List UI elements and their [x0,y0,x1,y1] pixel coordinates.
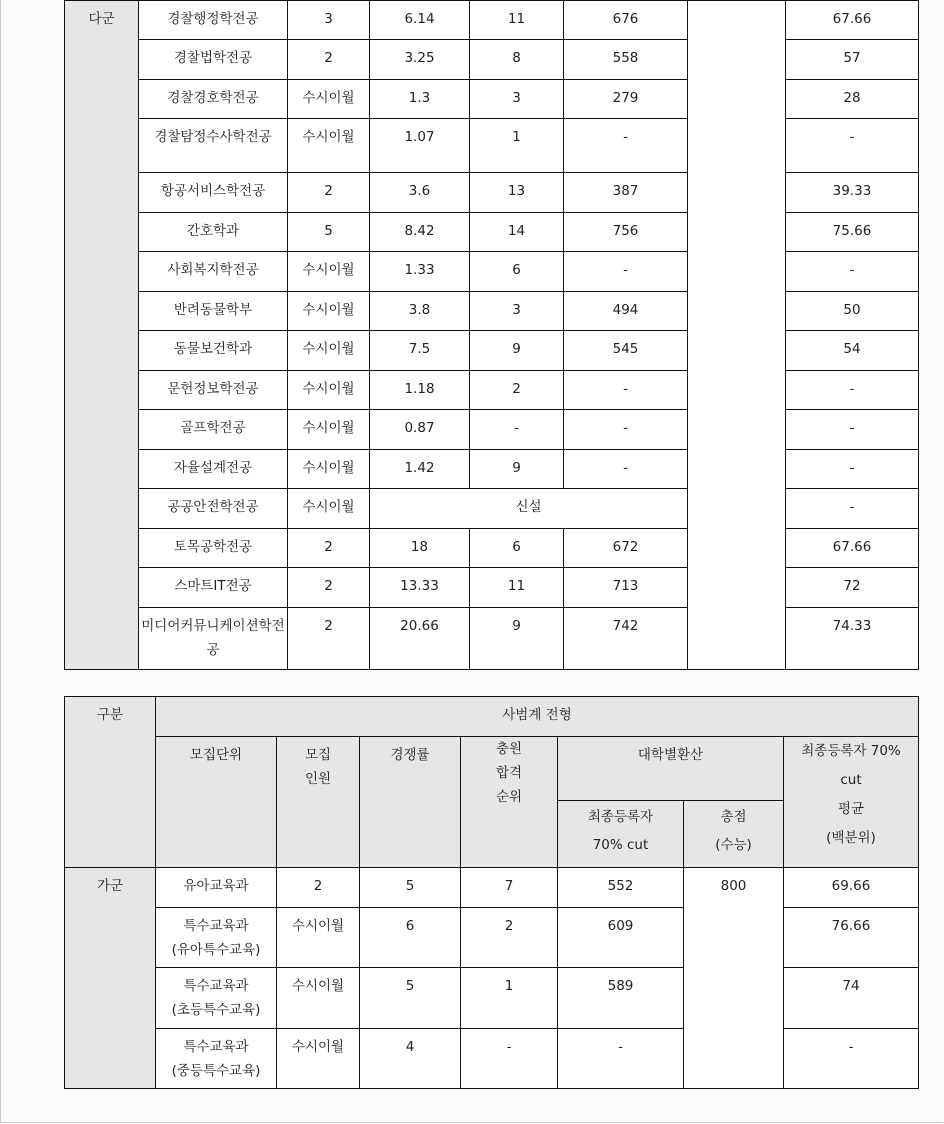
recruit-count: 수시이월 [288,450,370,489]
unit-name: 경찰경호학전공 [139,80,288,119]
cut-score: 713 [564,568,688,608]
additional-rank: - [470,410,564,450]
unit-name: 골프학전공 [139,410,288,450]
additional-rank: 11 [470,568,564,608]
table-row [65,213,919,252]
cut-score: 545 [564,331,688,371]
table-row [65,1,919,40]
competition-ratio: 20.66 [370,608,470,670]
competition-ratio: 5 [360,868,461,908]
recruit-count: 2 [288,568,370,608]
recruit-count: 2 [288,608,370,670]
competition-ratio: 8.42 [370,213,470,252]
additional-rank: 9 [470,331,564,371]
cut-score: 609 [558,908,684,968]
cut-score: - [564,450,688,489]
cut-score: 676 [564,1,688,40]
unit-name: 간호학과 [139,213,288,252]
average-percentile: - [786,119,919,173]
additional-rank: - [461,1029,558,1089]
additional-rank: 2 [470,371,564,410]
unit-name: 경찰행정학전공 [139,1,288,40]
average-percentile: 50 [786,292,919,331]
competition-ratio: 1.42 [370,450,470,489]
total-score: 800 [684,868,784,1089]
competition-ratio: 1.33 [370,252,470,292]
unit-name: 특수교육과 (유아특수교육) [156,908,277,968]
average-percentile: - [786,371,919,410]
cut-score: - [564,119,688,173]
header-rank: 충원 합격 순위 [461,737,558,868]
recruit-count: 수시이월 [277,908,360,968]
average-percentile: 76.66 [784,908,919,968]
average-percentile: 28 [786,80,919,119]
recruit-count: 2 [288,529,370,568]
cut-score: 672 [564,529,688,568]
table-row [65,40,919,80]
recruit-count: 수시이월 [288,410,370,450]
additional-rank: 6 [470,252,564,292]
competition-ratio: 6 [360,908,461,968]
average-percentile: - [784,1029,919,1089]
average-percentile: 57 [786,40,919,80]
additional-rank: 2 [461,908,558,968]
unit-name: 유아교육과 [156,868,277,908]
table-row [65,331,919,371]
table-row [65,173,919,213]
table-row [65,410,919,450]
average-percentile: - [786,489,919,529]
unit-name: 특수교육과 (초등특수교육) [156,968,277,1029]
average-percentile: 39.33 [786,173,919,213]
additional-rank: 1 [461,968,558,1029]
header-avg: 최종등록자 70% cut 평균 (백분위) [784,737,919,868]
admission-table-teacher-track [64,696,919,1089]
cut-score: 742 [564,608,688,670]
competition-ratio: 7.5 [370,331,470,371]
recruit-count: 수시이월 [277,968,360,1029]
unit-name: 스마트IT전공 [139,568,288,608]
admission-table-da-group [64,0,919,670]
cut-score: 552 [558,868,684,908]
unit-name: 토목공학전공 [139,529,288,568]
cut-score: 756 [564,213,688,252]
additional-rank: 6 [470,529,564,568]
competition-ratio: 4 [360,1029,461,1089]
group-label: 가군 [65,868,156,1089]
recruit-count: 수시이월 [288,331,370,371]
table-row [65,292,919,331]
recruit-count: 2 [288,173,370,213]
table-row [65,371,919,410]
header-unit: 모집단위 [156,737,277,868]
cut-score: - [558,1029,684,1089]
header-recruit: 모집 인원 [277,737,360,868]
average-percentile: 67.66 [786,1,919,40]
cut-score: 494 [564,292,688,331]
average-percentile: - [786,252,919,292]
unit-name: 경찰탐정수사학전공 [139,119,288,173]
unit-name: 자율설계전공 [139,450,288,489]
competition-ratio: 13.33 [370,568,470,608]
additional-rank: 7 [461,868,558,908]
additional-rank: 9 [470,450,564,489]
table-row [65,568,919,608]
header-title: 사범계 전형 [156,697,919,737]
cut-score: 589 [558,968,684,1029]
unit-name: 미디어커뮤니케이션학전공 [139,608,288,670]
unit-name: 동물보건학과 [139,331,288,371]
additional-rank: 1 [470,119,564,173]
unit-name: 경찰법학전공 [139,40,288,80]
competition-ratio: 3.25 [370,40,470,80]
additional-rank: 9 [470,608,564,670]
competition-ratio: 0.87 [370,410,470,450]
table-row [65,252,919,292]
unit-name: 특수교육과 (중등특수교육) [156,1029,277,1089]
cut-score: - [564,252,688,292]
cut-score: 387 [564,173,688,213]
table-row [65,529,919,568]
average-percentile: - [786,450,919,489]
header-ratio: 경쟁률 [360,737,461,868]
recruit-count: 수시이월 [288,292,370,331]
competition-ratio: 5 [360,968,461,1029]
competition-ratio: 3.8 [370,292,470,331]
average-percentile: 69.66 [784,868,919,908]
header-total: 총점 (수능) [684,801,784,868]
recruit-count: 수시이월 [277,1029,360,1089]
table-row [65,450,919,489]
competition-ratio: 1.07 [370,119,470,173]
recruit-count: 3 [288,1,370,40]
table-row [65,968,919,1029]
average-percentile: 72 [786,568,919,608]
cut-score: 279 [564,80,688,119]
additional-rank: 11 [470,1,564,40]
unit-name: 사회복지학전공 [139,252,288,292]
table-row [65,908,919,968]
cut-score: 558 [564,40,688,80]
competition-ratio: 3.6 [370,173,470,213]
unit-name: 공공안전학전공 [139,489,288,529]
recruit-count: 2 [277,868,360,908]
unit-name: 반려동물학부 [139,292,288,331]
table-row [65,608,919,670]
additional-rank: 13 [470,173,564,213]
new-badge: 신설 [370,489,688,529]
table-row [65,1029,919,1089]
header-cut: 최종등록자 70% cut [558,801,684,868]
table-row [65,868,919,908]
additional-rank: 3 [470,292,564,331]
additional-rank: 3 [470,80,564,119]
cut-score: - [564,371,688,410]
recruit-count: 5 [288,213,370,252]
unit-name: 문헌정보학전공 [139,371,288,410]
table-row [65,80,919,119]
recruit-count: 수시이월 [288,371,370,410]
competition-ratio: 1.3 [370,80,470,119]
recruit-count: 수시이월 [288,119,370,173]
additional-rank: 8 [470,40,564,80]
average-percentile: 75.66 [786,213,919,252]
average-percentile: 74.33 [786,608,919,670]
competition-ratio: 18 [370,529,470,568]
competition-ratio: 1.18 [370,371,470,410]
header-category: 구분 [65,697,156,868]
average-percentile: 54 [786,331,919,371]
competition-ratio: 6.14 [370,1,470,40]
average-percentile: - [786,410,919,450]
group-label: 다군 [65,1,139,670]
table-row [65,119,919,173]
recruit-count: 2 [288,40,370,80]
recruit-count: 수시이월 [288,489,370,529]
cut-score: - [564,410,688,450]
header-conversion: 대학별환산 [558,737,784,801]
table-row [65,489,919,529]
average-percentile: 74 [784,968,919,1029]
unit-name: 항공서비스학전공 [139,173,288,213]
average-percentile: 67.66 [786,529,919,568]
recruit-count: 수시이월 [288,80,370,119]
recruit-count: 수시이월 [288,252,370,292]
additional-rank: 14 [470,213,564,252]
empty-total-column [688,1,786,670]
